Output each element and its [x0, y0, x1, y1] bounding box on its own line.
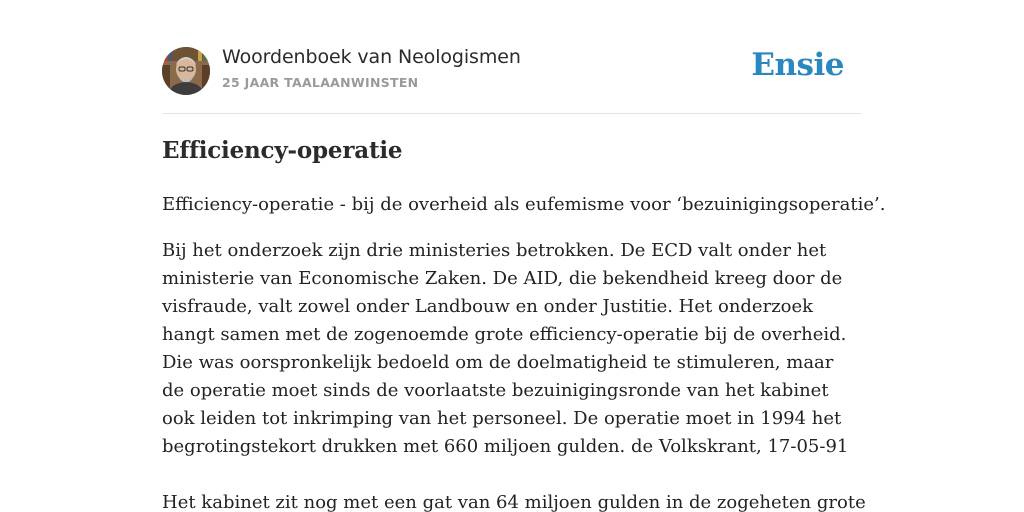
entry-definition: Efficiency-operatie - bij de overheid als eufemisme voor ‘bezuinigingsoperatie’.: [162, 194, 886, 215]
site-title[interactable]: Woordenboek van Neologismen: [222, 46, 521, 68]
page-container: [162, 0, 886, 512]
entry-quote: Het kabinet zit nog met een gat van 64 miljoen gulden in de zogeheten grote: [162, 492, 866, 512]
site-header: [162, 0, 862, 114]
author-avatar[interactable]: [162, 47, 210, 95]
site-subtitle: 25 JAAR TAALAANWINSTEN: [222, 75, 419, 90]
entry-title: Efficiency-operatie: [162, 137, 403, 164]
author-portrait-icon: [162, 47, 210, 95]
brand-logo[interactable]: Ensie: [751, 47, 844, 83]
entry-quote: Bij het onderzoek zijn drie ministeries betrokken. De ECD valt onder het ministerie van Economische Zaken. De AID, die bekendheid kreeg door de visfraude, valt zowel onder Landbouw en onder Justitie. Het onderzoek hangt samen met de zogenoemde grote efficiency-operatie bij de overheid. Die was oorspronkelijk bedoeld om de doelmatigheid te stimuleren, maar de operatie moet sinds de voorlaatste bezuinigingsronde van het kabinet ook leiden tot inkrimping van het personeel. De operatie moet in 1994 het begrotingstekort drukken met 660 miljoen gulden. de Volkskrant, 17-05-91: [162, 240, 849, 457]
